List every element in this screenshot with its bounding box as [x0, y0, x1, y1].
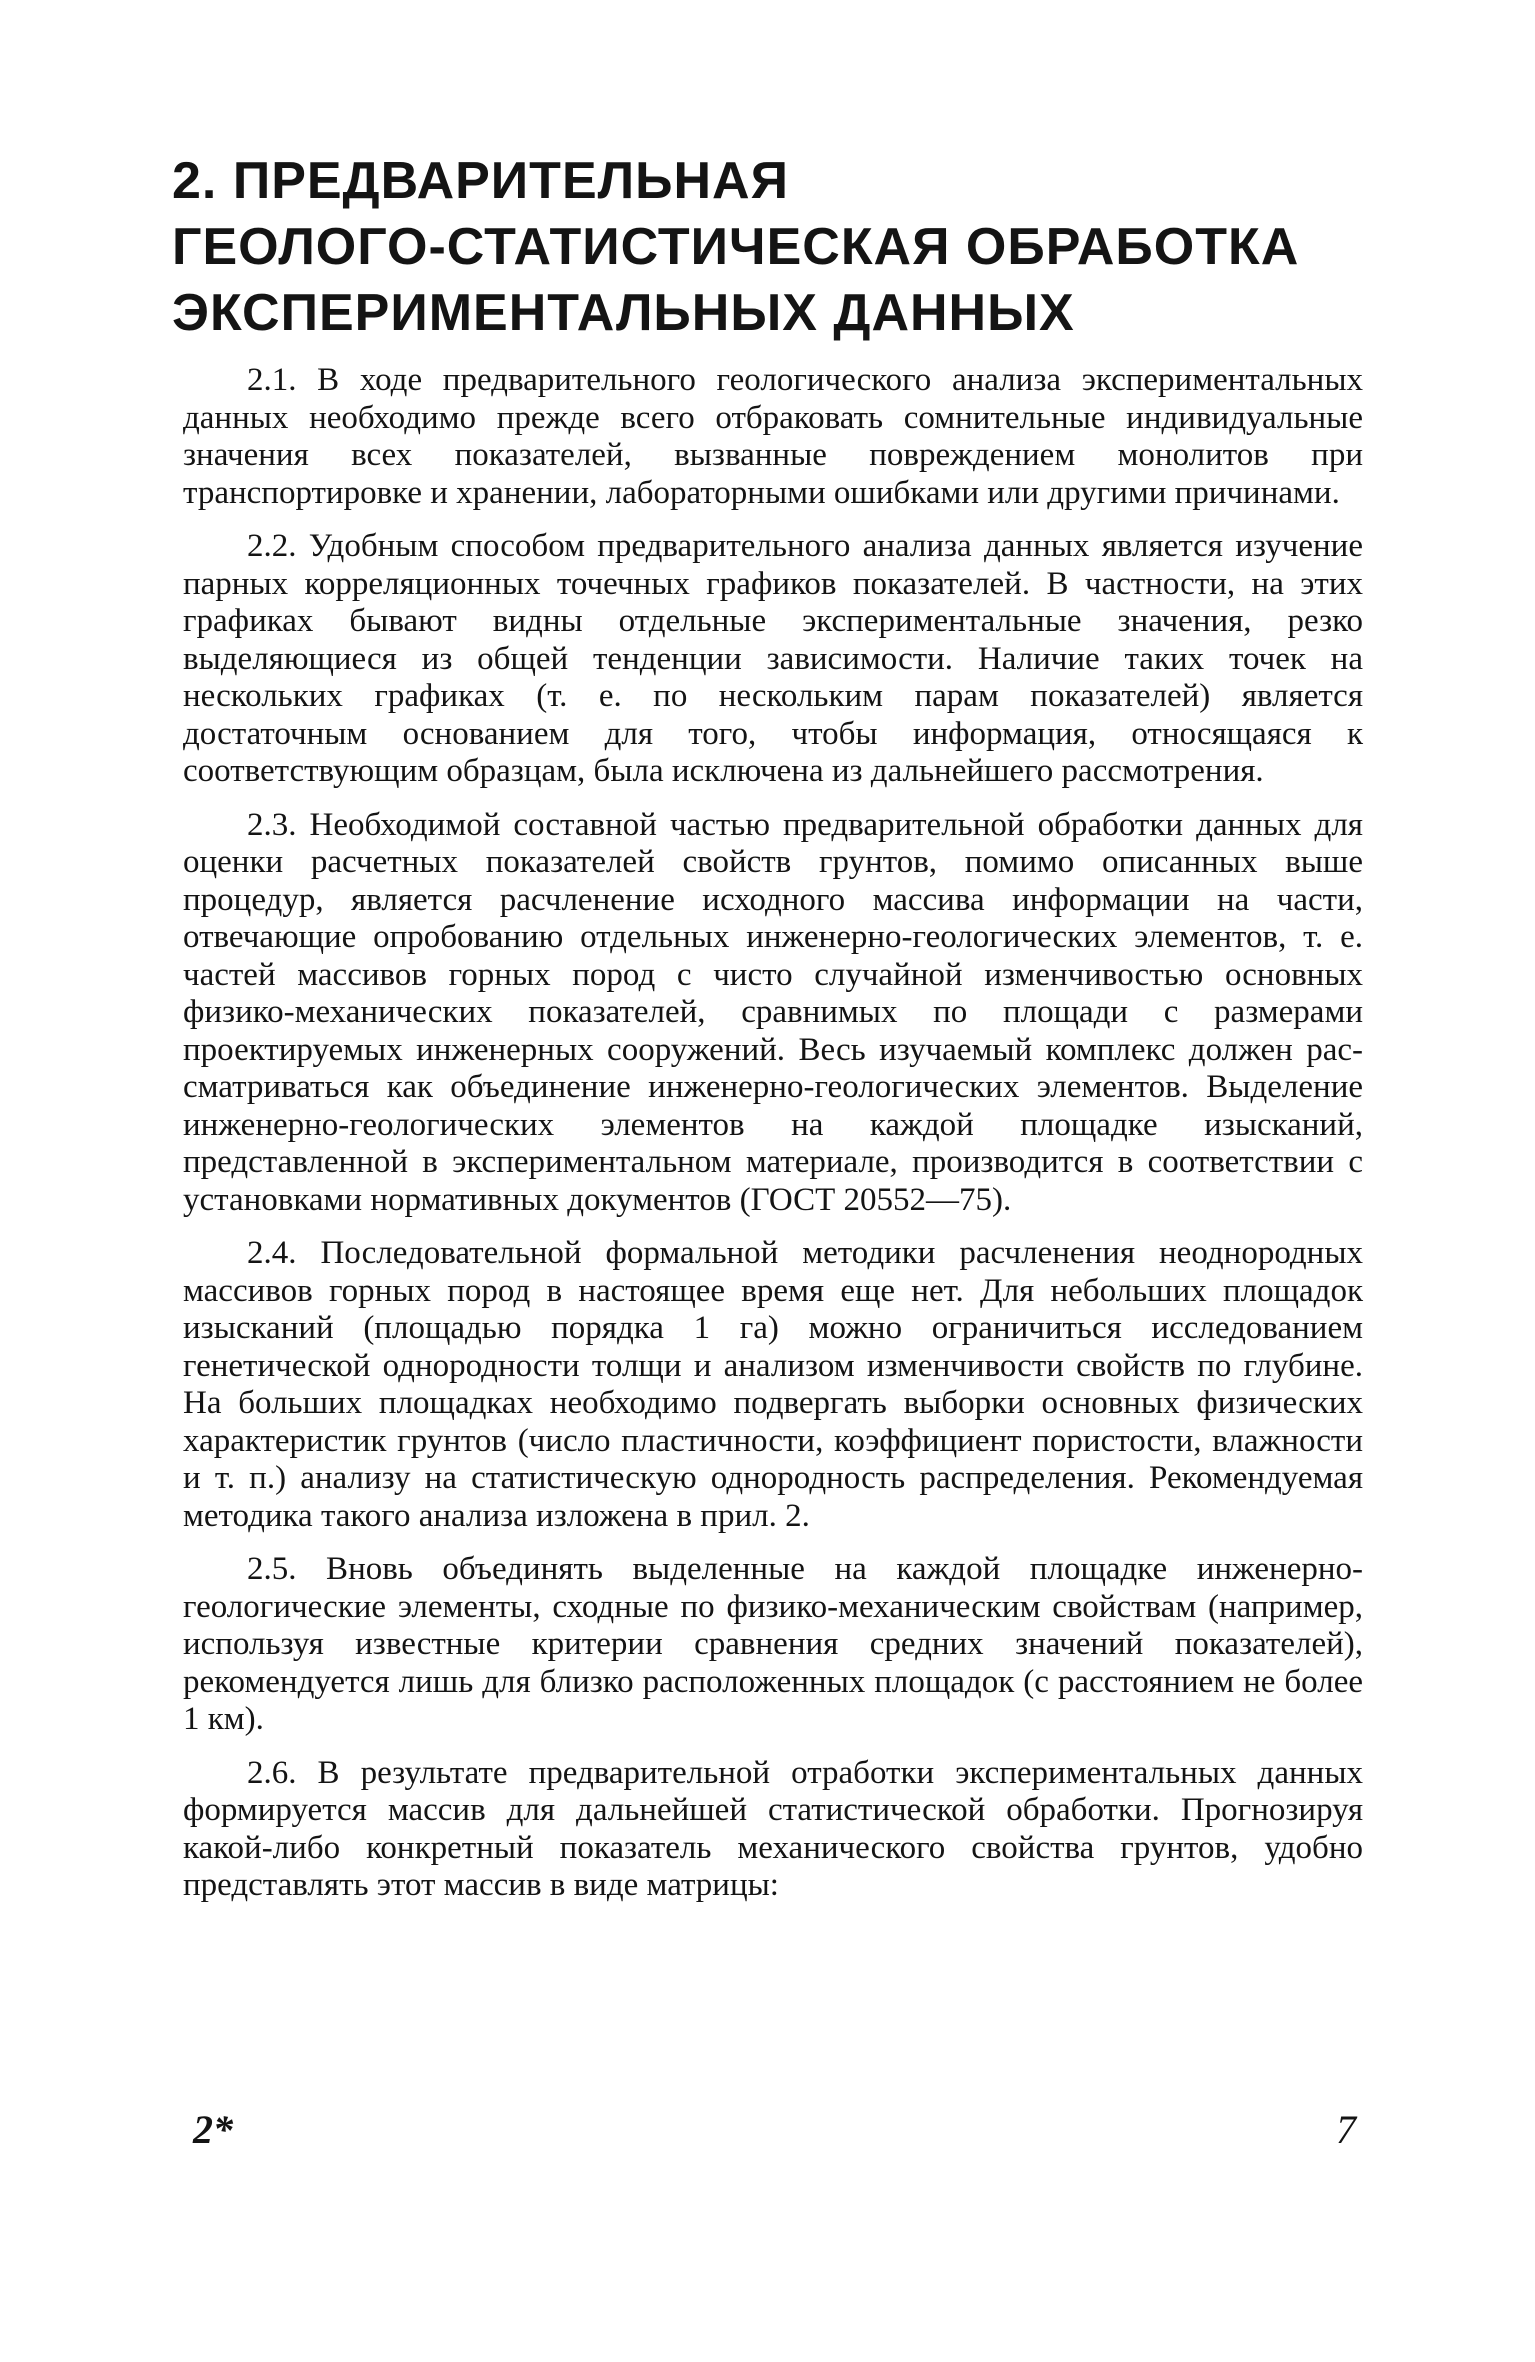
- paragraph-2-3: 2.3. Необходимой составной частью предварительной обработки данных для оценки расчетных показателей свойств грунтов, помимо описанных выше процедур, является расчленение исходного массива информации на части, отвечающие опробованию отдельных инженерно-геологических элементов, т. е. частей массивов горных пород с чисто случайной изменчивостью основных физико-механических показателей, сравнимых по площади с размерами проектируемых инженерных сооружений. Весь изучаемый комплекс должен рассматриваться как объединение инженерно-геологических элементов. Выделение инженерно-геологических элементов на каждой площадке изысканий, представленной в экспериментальном материале, производится в соответствии с установками нормативных документов (ГОСТ 20552—75).: [183, 806, 1363, 1218]
- heading-line-3: ЭКСПЕРИМЕНТАЛЬНЫХ ДАННЫХ: [172, 284, 1075, 342]
- paragraph-2-6: 2.6. В результате предварительной отработки экспериментальных данных формируется массив для дальнейшей статистической обработки. Прогнозируя какой-либо конкретный показатель механического свойства грунтов, удобно представлять этот массив в виде матрицы:: [183, 1754, 1363, 1903]
- section-heading: [172, 148, 1372, 346]
- paragraph-2-1: 2.1. В ходе предварительного геологического анализа экспериментальных данных необходимо прежде всего отбраковать сомнительные индивидуальные значения всех показателей, вызванные повреждением монолитов при транспортировке и хранении, лабораторными ошибками или другими причинами.: [183, 362, 1363, 511]
- signature-mark: 2*: [193, 2107, 233, 2152]
- paragraph-2-2: 2.2. Удобным способом предварительного анализа данных является изучение парных корреляционных точечных графиков показателей. В частности, на этих графиках бывают видны отдельные экспериментальные значения, резко выделяющиеся из общей тенденции зависимости. Наличие таких точек на нескольких графиках (т. е. по нескольким парам показателей) является достаточным основанием для того, чтобы информация, относящаяся к соответствующим образцам, была исключена из дальнейшего рассмотрения.: [183, 528, 1363, 789]
- page-number: 7: [1336, 2107, 1356, 2152]
- heading-line-2: ГЕОЛОГО-СТАТИСТИЧЕСКАЯ ОБРАБОТКА: [172, 218, 1300, 276]
- paragraph-2-5: 2.5. Вновь объединять выделенные на каждой площадке инженерно-геологические элементы, сходные по физико-механическим свойствам (например, используя известные критерии сравнения средних значений показателей), рекомендуется лишь для близко расположенных площадок (с расстоянием не более 1 км).: [183, 1551, 1363, 1737]
- paragraph-2-4: 2.4. Последовательной формальной методики расчленения неоднородных массивов горных пород в настоящее время еще нет. Для небольших площадок изысканий (площадью порядка 1 га) можно ограничиться исследованием генетической однородности толщи и анализом изменчивости свойств по глубине. На больших площадках необходимо подвергать выборки основных физических характеристик грунтов (число пластичности, коэффициент пористости, влажности и т. п.) анализу на статистическую однородность распределения. Рекомендуемая методика такого анализа изложена в прил. 2.: [183, 1235, 1363, 1534]
- body-text: [183, 362, 1363, 1921]
- heading-line-1: 2. ПРЕДВАРИТЕЛЬНАЯ: [172, 152, 789, 210]
